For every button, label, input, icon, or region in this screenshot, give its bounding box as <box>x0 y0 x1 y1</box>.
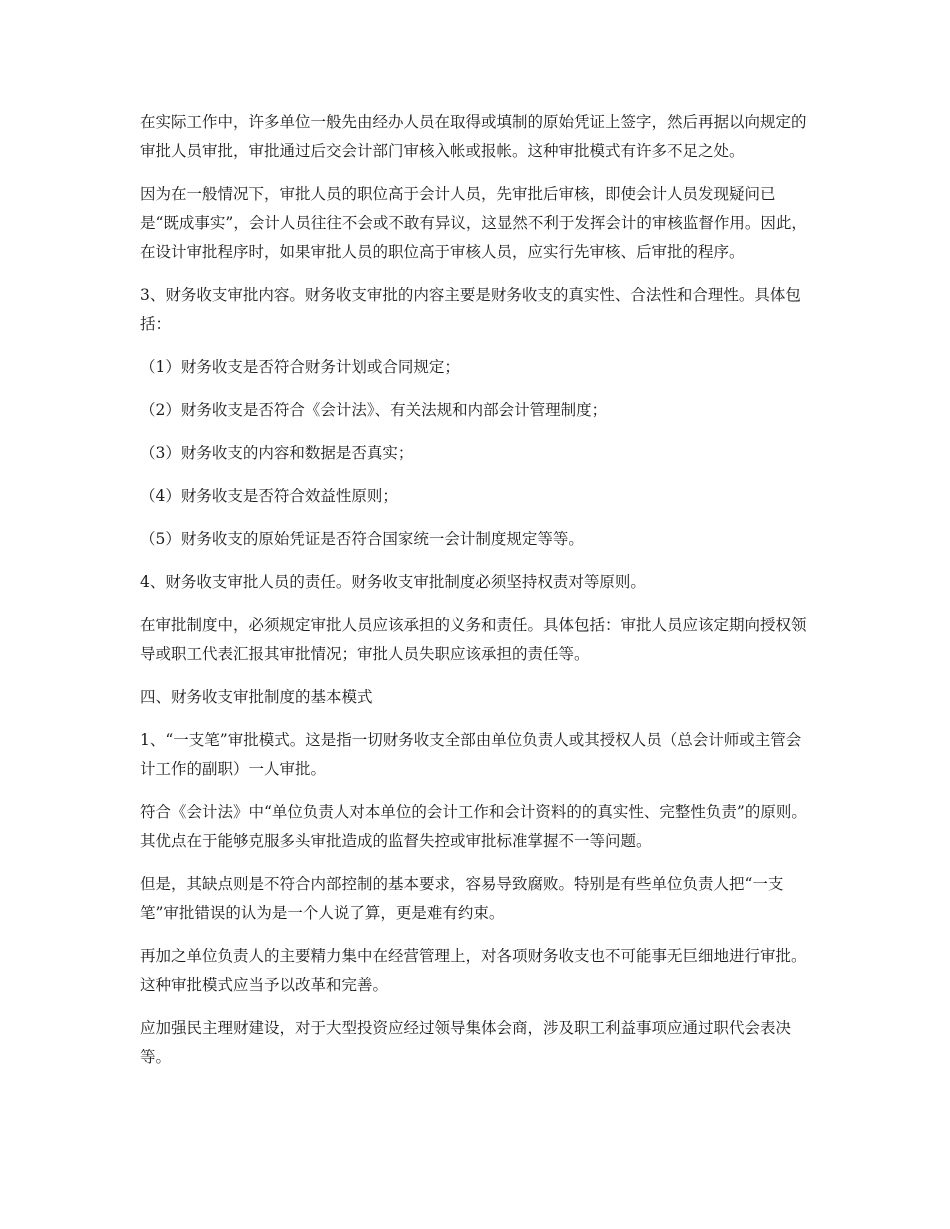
document-body <box>140 108 812 1086</box>
list-item-2: （2）财务收支是否符合《会计法》、有关法规和内部会计管理制度； <box>140 401 608 419</box>
paragraph-approval-content: 3、财务收支审批内容。财务收支审批的内容主要是财务收支的真实性、合法性和合理性。具体包括： <box>140 286 801 333</box>
paragraph-management-focus: 再加之单位负责人的主要精力集中在经营管理上，对各项财务收支也不可能事无巨细地进行审批。这种审批模式应当予以改革和完善。 <box>140 947 807 994</box>
paragraph-democratic-finance: 应加强民主理财建设，对于大型投资应经过领导集体会商，涉及职工利益事项应通过职代会表决等。 <box>140 1019 792 1066</box>
paragraph-approver-duties: 在审批制度中，必须规定审批人员应该承担的义务和责任。具体包括：审批人员应该定期向授权领导或职工代表汇报其审批情况；审批人员失职应该承担的责任等。 <box>140 616 807 663</box>
paragraph-approval-order: 因为在一般情况下，审批人员的职位高于会计人员，先审批后审核，即使会计人员发现疑问已是“既成事实”，会计人员往往不会或不敢有异议，这显然不利于发挥会计的审核监督作用。因此，在设计审批程序时，如果审批人员的职位高于审核人员，应实行先审核、后审批的程序。 <box>140 185 807 261</box>
list-item-3: （3）财务收支的内容和数据是否真实； <box>140 444 414 462</box>
paragraph-single-pen-mode: 1、“一支笔”审批模式。这是指一切财务收支全部由单位负责人或其授权人员（总会计师或主管会计工作的副职）一人审批。 <box>140 731 802 778</box>
list-item-4: （4）财务收支是否符合效益性原则； <box>140 487 398 505</box>
section-heading: 四、财务收支审批制度的基本模式 <box>140 688 373 706</box>
paragraph-accounting-law: 符合《会计法》中“单位负责人对本单位的会计工作和会计资料的的真实性、完整性负责”的原则。其优点在于能够克服多头审批造成的监督失控或审批标准掌握不一等问题。 <box>140 803 807 850</box>
paragraph-approval-practice: 在实际工作中，许多单位一般先由经办人员在取得或填制的原始凭证上签字，然后再据以向规定的审批人员审批，审批通过后交会计部门审核入帐或报帐。这种审批模式有许多不足之处。 <box>140 113 807 160</box>
list-item-5: （5）财务收支的原始凭证是否符合国家统一会计制度规定等等。 <box>140 530 584 548</box>
paragraph-approver-responsibility: 4、财务收支审批人员的责任。财务收支审批制度必须坚持权责对等原则。 <box>140 573 646 591</box>
paragraph-disadvantages: 但是，其缺点则是不符合内部控制的基本要求，容易导致腐败。特别是有些单位负责人把“一支笔”审批错误的认为是一个人说了算，更是难有约束。 <box>140 875 784 922</box>
list-item-1: （1）财务收支是否符合财务计划或合同规定； <box>140 358 460 376</box>
